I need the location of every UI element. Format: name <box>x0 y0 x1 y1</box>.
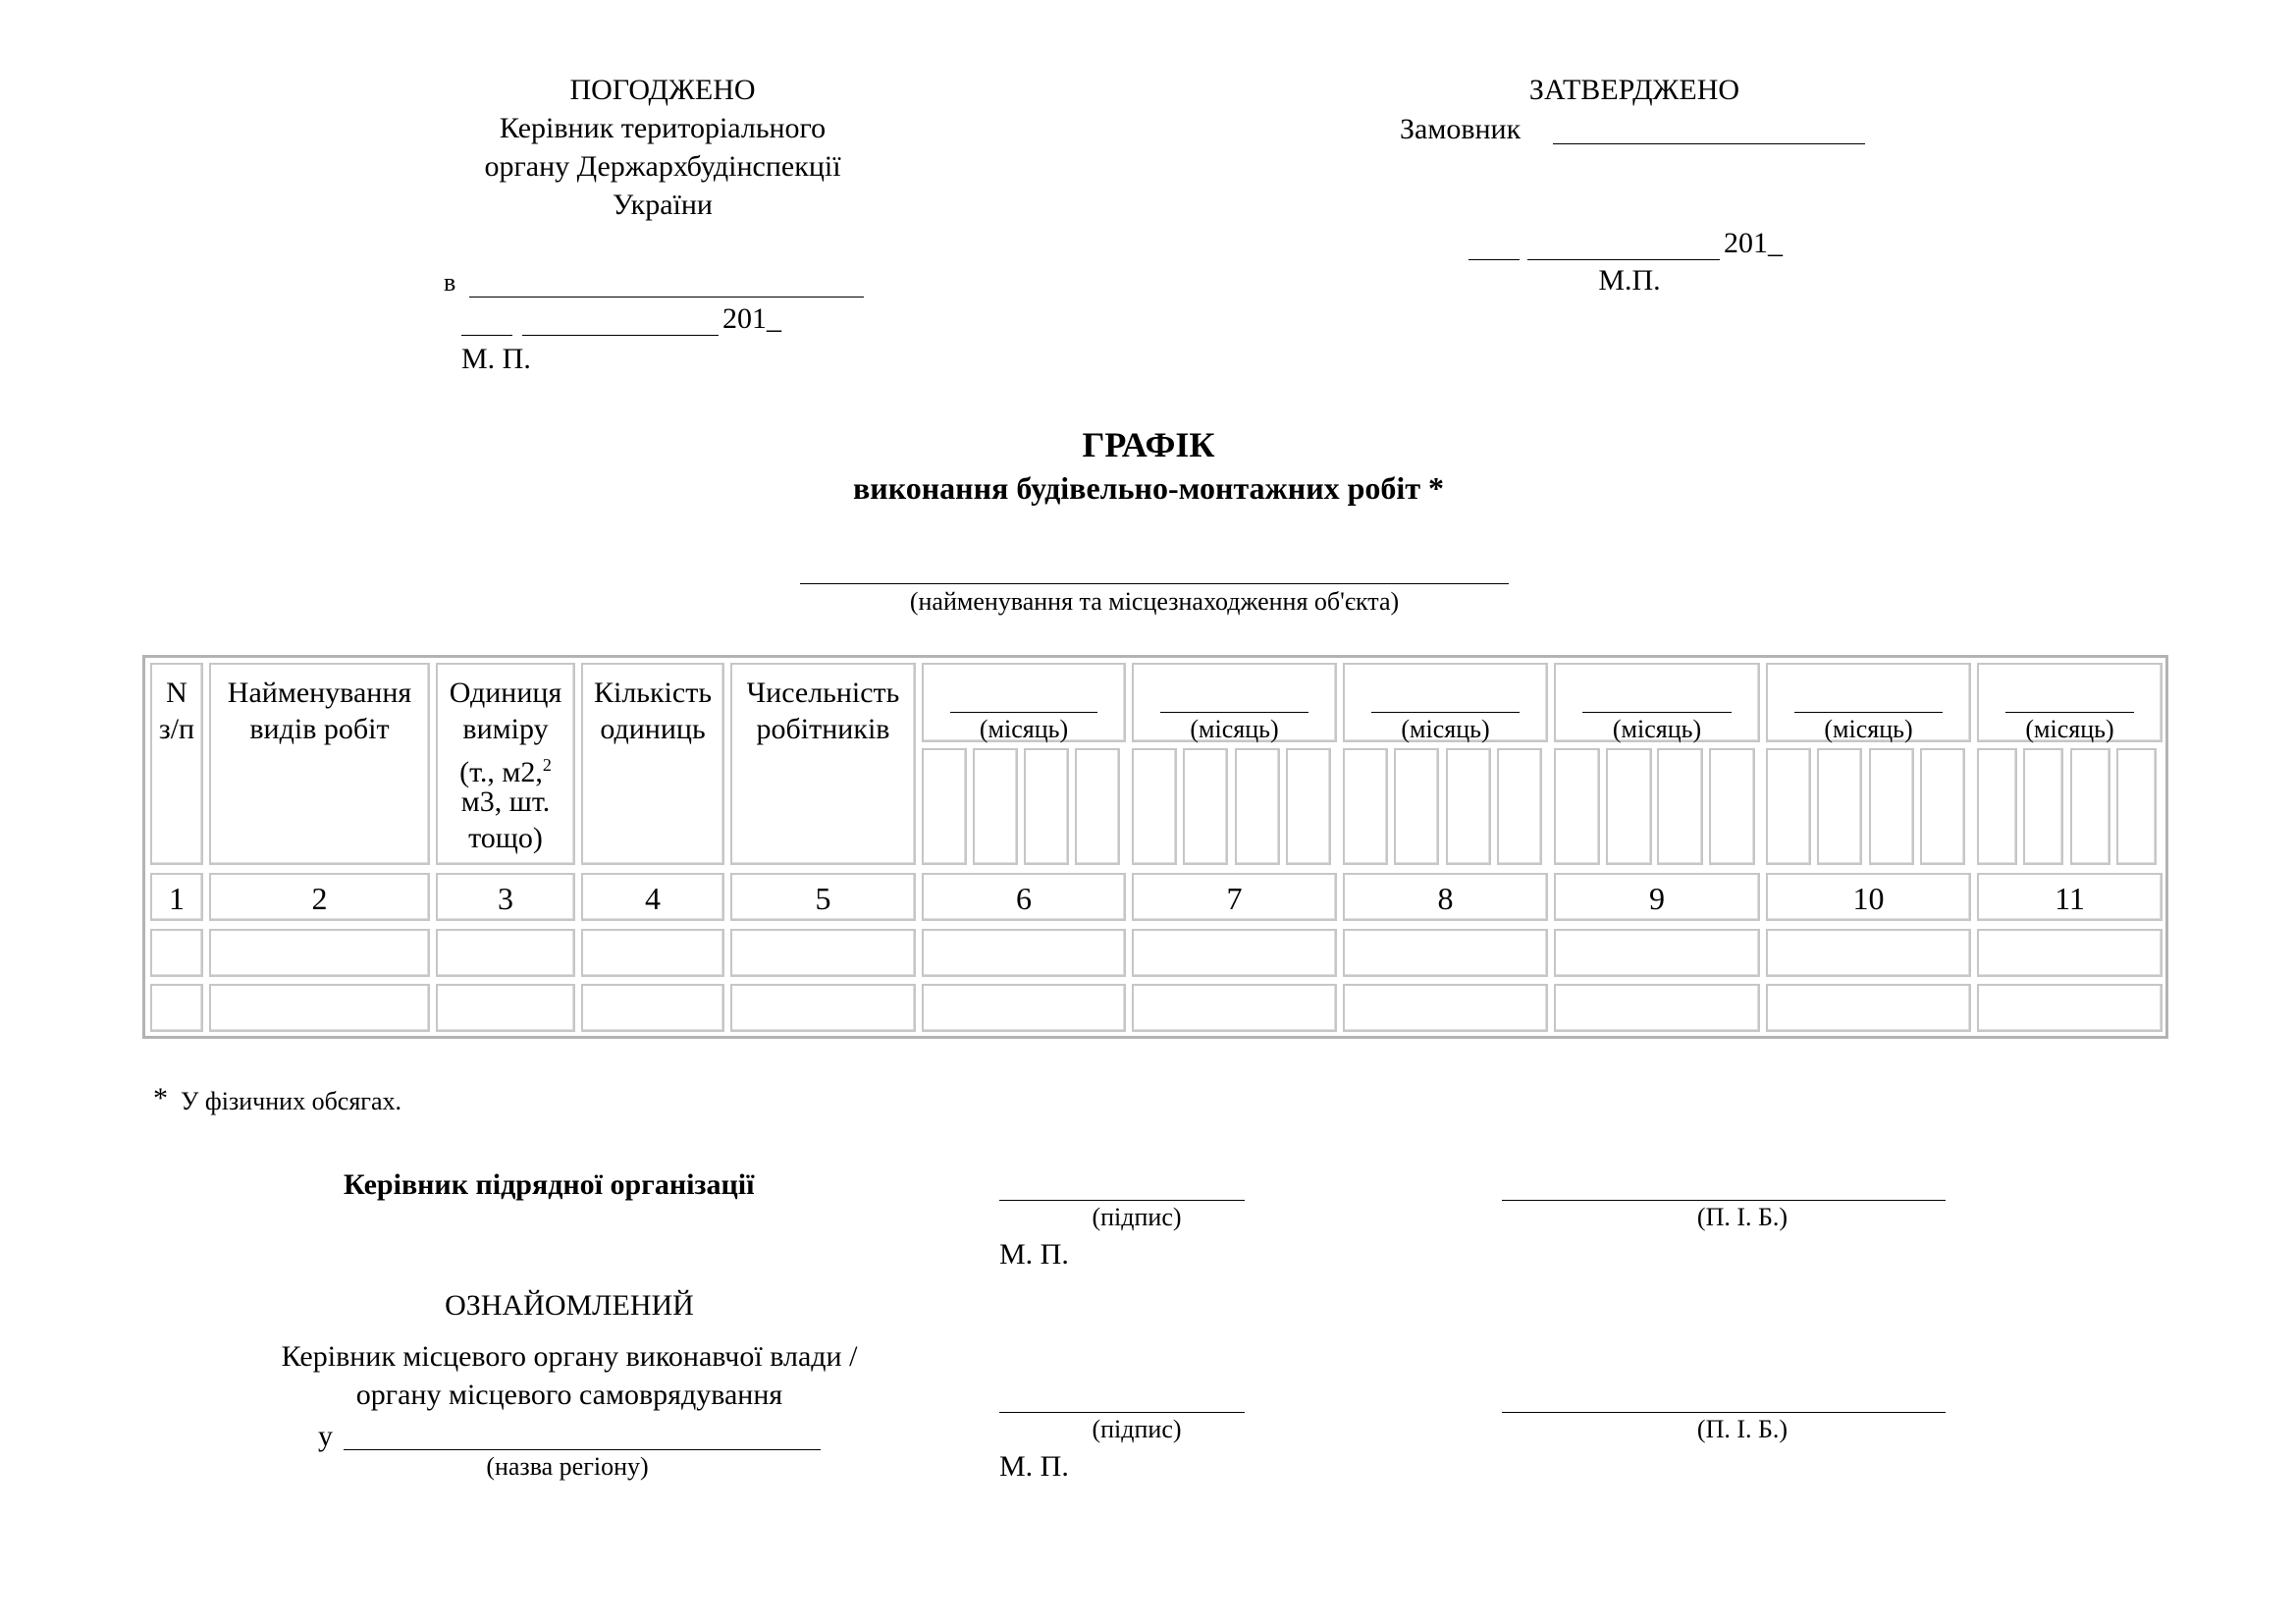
week-cell[interactable] <box>973 748 1018 865</box>
column-number: 5 <box>815 881 831 916</box>
column-number: 3 <box>498 881 513 916</box>
table-row-1-cell[interactable] <box>150 929 203 977</box>
month-name-field[interactable] <box>1371 712 1520 713</box>
week-cell[interactable] <box>1709 748 1755 865</box>
approval-left-month-field[interactable] <box>522 335 719 336</box>
acknowledged-name-caption: (П. І. Б.) <box>1696 1415 1789 1443</box>
table-row-2-cell[interactable] <box>1554 984 1760 1032</box>
contractor-label: Керівник підрядної організації <box>344 1168 755 1201</box>
table-row-1-cell[interactable] <box>1132 929 1337 977</box>
week-cell[interactable] <box>1766 748 1811 865</box>
approval-left-authority-field[interactable] <box>469 297 864 298</box>
approval-left-line2: органу Держархбудінспекції <box>484 150 841 183</box>
column-number: 1 <box>169 881 185 916</box>
region-field[interactable] <box>344 1449 821 1450</box>
week-cell[interactable] <box>1286 748 1331 865</box>
week-cell[interactable] <box>1183 748 1228 865</box>
table-row-2-cell[interactable] <box>150 984 203 1032</box>
table-row-1-cell[interactable] <box>1343 929 1548 977</box>
acknowledged-signature-caption: (підпис) <box>1092 1415 1182 1443</box>
month-name-field[interactable] <box>1582 712 1732 713</box>
column-number: 4 <box>645 881 661 916</box>
week-cell[interactable] <box>922 748 967 865</box>
contractor-name-field[interactable] <box>1502 1200 1946 1201</box>
table-row-2-cell[interactable] <box>730 984 916 1032</box>
unit-superscript: 2 <box>542 755 552 775</box>
contractor-name-caption: (П. І. Б.) <box>1696 1203 1789 1231</box>
month-caption: (місяць) <box>2025 715 2114 743</box>
header-cell-work-type: Найменування видів робіт <box>209 663 430 865</box>
month-caption: (місяць) <box>979 715 1069 743</box>
column-number: 2 <box>311 881 328 916</box>
contractor-seal: М. П. <box>999 1238 1069 1271</box>
week-cell[interactable] <box>1446 748 1491 865</box>
footnote-text: У фізичних обсягах. <box>181 1087 401 1115</box>
acknowledged-line2: органу місцевого самоврядування <box>355 1379 783 1411</box>
column-number-cell <box>922 873 1126 921</box>
month-caption: (місяць) <box>1824 715 1913 743</box>
month-name-field[interactable] <box>1160 712 1308 713</box>
table-row-2-cell[interactable] <box>1132 984 1337 1032</box>
table-row-1-cell[interactable] <box>1977 929 2163 977</box>
week-cell[interactable] <box>1024 748 1069 865</box>
header-cell-number: N з/п <box>150 663 203 865</box>
column-number: 9 <box>1649 881 1665 916</box>
month-header-2 <box>1132 663 1337 742</box>
column-number-cell <box>150 873 203 921</box>
column-number: 6 <box>1016 881 1032 916</box>
week-cell[interactable] <box>1920 748 1965 865</box>
week-cell[interactable] <box>1554 748 1600 865</box>
week-cell[interactable] <box>1497 748 1542 865</box>
acknowledged-seal: М. П. <box>999 1450 1069 1483</box>
month-header-3 <box>1343 663 1548 742</box>
approval-left-block <box>432 71 893 224</box>
contractor-signature-caption: (підпис) <box>1092 1203 1182 1231</box>
month-caption: (місяць) <box>1612 715 1702 743</box>
object-name-field[interactable] <box>800 583 1509 584</box>
approval-right-year: 201_ <box>1724 227 1783 259</box>
approval-left-in-prefix: в <box>444 268 456 297</box>
column-number: 7 <box>1226 881 1243 916</box>
week-cell[interactable] <box>1132 748 1177 865</box>
column-number: 10 <box>1852 881 1885 916</box>
acknowledged-name-field[interactable] <box>1502 1412 1946 1413</box>
column-number: 11 <box>2055 881 2085 916</box>
week-cell[interactable] <box>2116 748 2157 865</box>
week-cell[interactable] <box>1235 748 1280 865</box>
month-header-1 <box>922 663 1126 742</box>
week-cell[interactable] <box>1869 748 1914 865</box>
acknowledged-line1: Керівник місцевого органу виконавчої влади / <box>281 1340 858 1373</box>
column-number-cell <box>1343 873 1548 921</box>
table-row-1-cell[interactable] <box>209 929 430 977</box>
acknowledged-signature-field[interactable] <box>999 1412 1245 1413</box>
table-row-1-cell[interactable] <box>581 929 724 977</box>
object-caption: (найменування та місцезнаходження об'єкта) <box>909 587 1400 616</box>
month-caption: (місяць) <box>1401 715 1490 743</box>
column-number-cell <box>1132 873 1337 921</box>
column-number: 8 <box>1437 881 1454 916</box>
column-number-cell <box>730 873 916 921</box>
month-name-field[interactable] <box>2005 712 2134 713</box>
column-number-cell <box>1977 873 2163 921</box>
month-name-field[interactable] <box>950 712 1097 713</box>
table-row-2-cell[interactable] <box>209 984 430 1032</box>
column-number-cell <box>209 873 430 921</box>
table-row-1-cell[interactable] <box>1554 929 1760 977</box>
week-cell[interactable] <box>1606 748 1652 865</box>
week-cell[interactable] <box>1977 748 2017 865</box>
approval-left-seal: М. П. <box>461 343 531 375</box>
column-number-cell <box>1554 873 1760 921</box>
column-number-cell <box>581 873 724 921</box>
document-subtitle: виконання будівельно-монтажних робіт * <box>852 470 1445 506</box>
week-cell[interactable] <box>1657 748 1703 865</box>
footnote-star: * <box>153 1082 168 1114</box>
customer-label: Замовник <box>1400 113 1522 145</box>
month-header-5 <box>1766 663 1971 742</box>
month-name-field[interactable] <box>1794 712 1943 713</box>
approval-right-day-field[interactable] <box>1468 259 1520 260</box>
customer-field[interactable] <box>1553 143 1865 144</box>
column-number-cell <box>436 873 575 921</box>
table-row-2-cell[interactable] <box>1977 984 2163 1032</box>
approval-left-heading: ПОГОДЖЕНО <box>569 74 756 106</box>
schedule-table <box>142 655 2168 1039</box>
header-cell-workers: Чисельність робітників <box>730 663 916 865</box>
week-cell[interactable] <box>2023 748 2063 865</box>
table-row-1-cell[interactable] <box>1766 929 1971 977</box>
approval-right-seal: М.П. <box>1598 264 1661 297</box>
week-cell[interactable] <box>1075 748 1120 865</box>
approval-left-year: 201_ <box>722 302 781 335</box>
table-row-2-cell[interactable] <box>922 984 1126 1032</box>
table-row-2-cell[interactable] <box>1766 984 1971 1032</box>
week-cell[interactable] <box>2070 748 2110 865</box>
acknowledged-in-prefix: у <box>318 1420 333 1452</box>
table-row-2-cell[interactable] <box>436 984 575 1032</box>
table-row-2-cell[interactable] <box>1343 984 1548 1032</box>
week-cell[interactable] <box>1817 748 1862 865</box>
document-title: ГРАФІК <box>1082 425 1215 464</box>
month-header-6 <box>1977 663 2163 742</box>
week-cell[interactable] <box>1343 748 1388 865</box>
week-cell[interactable] <box>1394 748 1439 865</box>
month-header-4 <box>1554 663 1760 742</box>
table-row-1-cell[interactable] <box>922 929 1126 977</box>
month-caption: (місяць) <box>1190 715 1279 743</box>
header-cell-unit: Одиниця виміру (т., м2,$^2$ м3, шт. тощо) <box>436 663 575 865</box>
contractor-signature-field[interactable] <box>999 1200 1245 1201</box>
approval-left-day-field[interactable] <box>461 335 512 336</box>
header-cell-quantity: Кількість одиниць <box>581 663 724 865</box>
column-number-cell <box>1766 873 1971 921</box>
approval-left-line3: України <box>613 189 713 221</box>
approval-right-heading: ЗАТВЕРДЖЕНО <box>1528 74 1740 106</box>
table-row-1-cell[interactable] <box>436 929 575 977</box>
acknowledged-heading: ОЗНАЙОМЛЕНИЙ <box>445 1289 694 1322</box>
region-caption: (назва регіону) <box>486 1452 649 1481</box>
approval-right-month-field[interactable] <box>1527 259 1720 260</box>
approval-left-line1: Керівник територіального <box>499 112 827 144</box>
table-row-1-cell[interactable] <box>730 929 916 977</box>
table-row-2-cell[interactable] <box>581 984 724 1032</box>
